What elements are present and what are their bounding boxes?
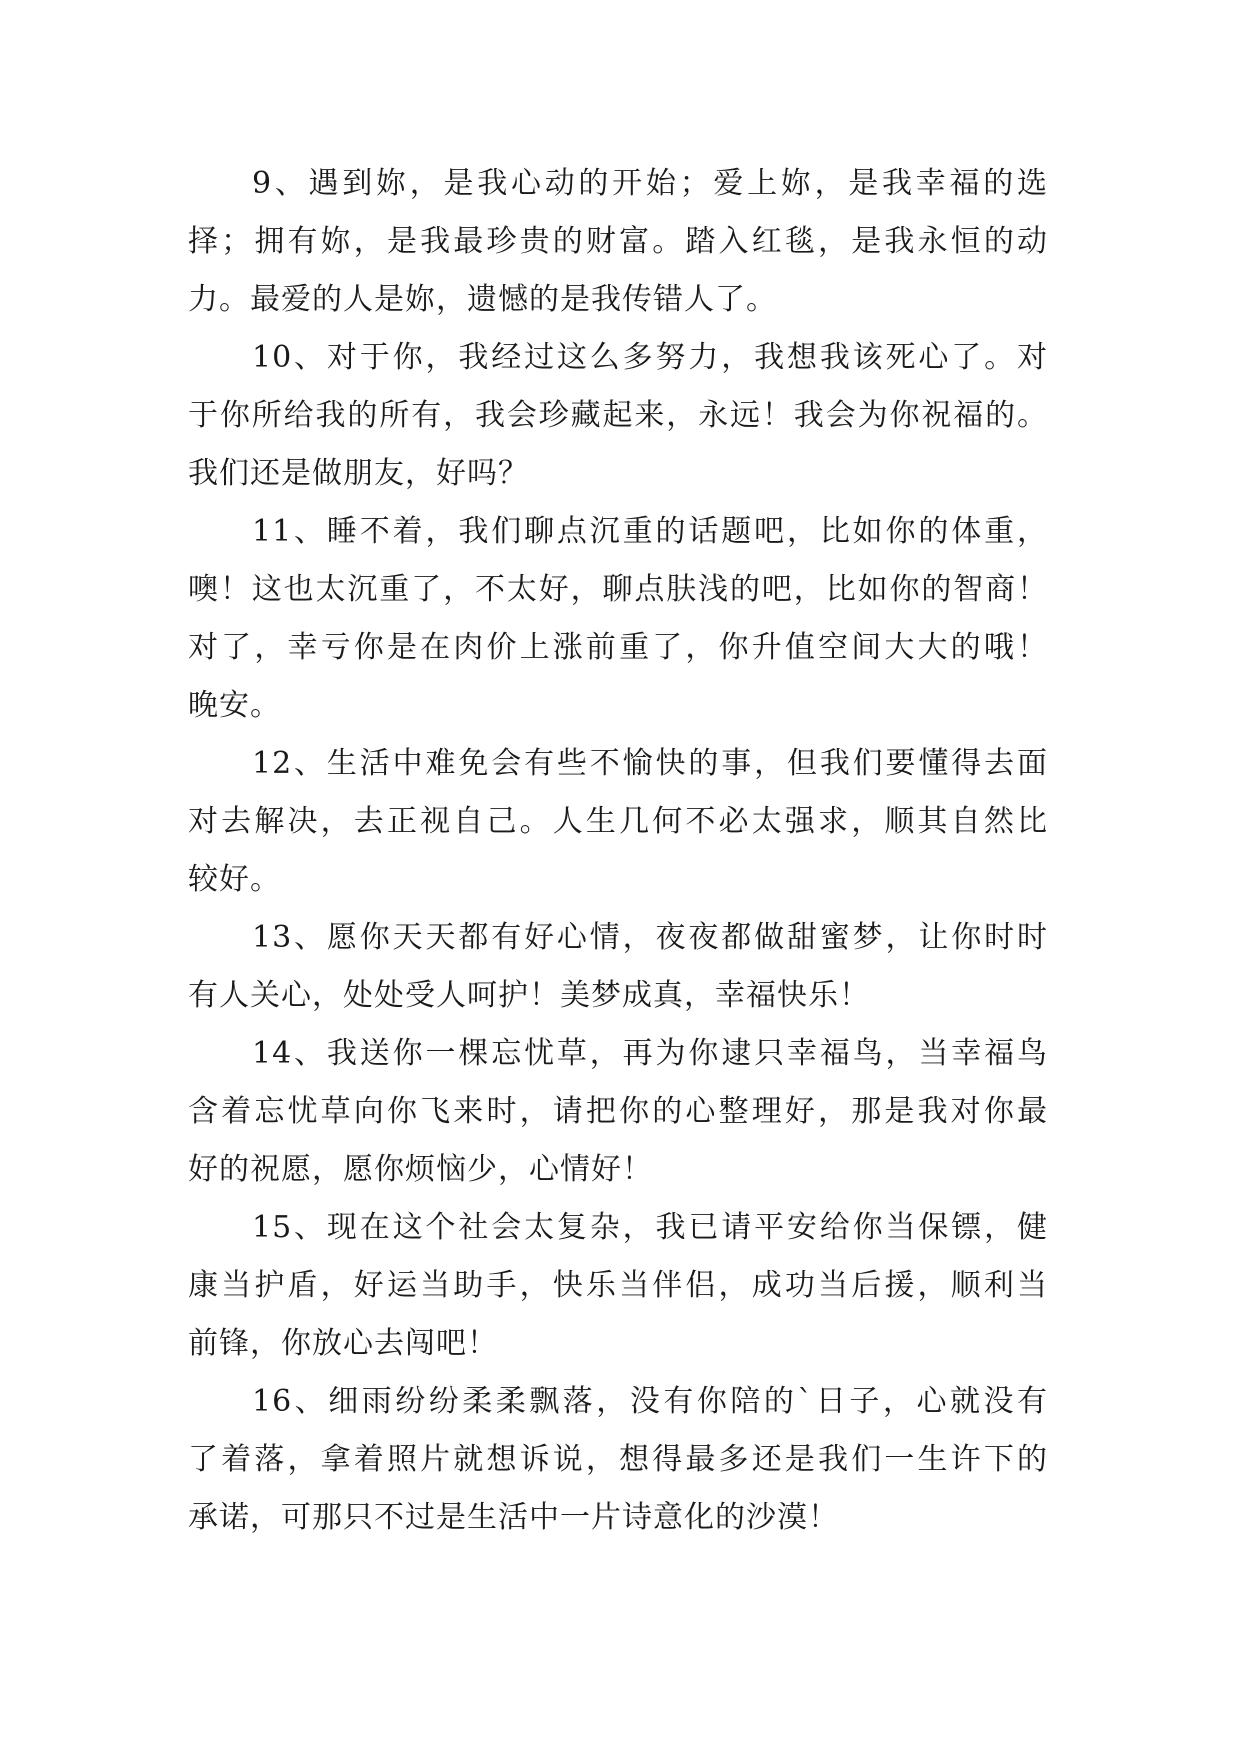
paragraph-14: [188, 1025, 1048, 1199]
paragraph-line: 了着落，拿着照片就想诉说，想得最多还是我们一生许下的: [188, 1442, 1048, 1477]
paragraph-10: [188, 329, 1048, 503]
paragraph-line: 14、我送你一棵忘忧草，再为你逮只幸福鸟，当幸福鸟: [252, 1036, 1048, 1071]
paragraph-line: 康当护盾，好运当助手，快乐当伴侣，成功当后援，顺利当: [188, 1268, 1048, 1303]
paragraph-16: [188, 1373, 1048, 1547]
paragraph-13: [188, 909, 1048, 1025]
paragraph-line: 12、生活中难免会有些不愉快的事，但我们要懂得去面: [252, 746, 1048, 781]
paragraph-15: [188, 1199, 1048, 1373]
document-body: [188, 155, 1048, 1547]
paragraph-line: 较好。: [188, 862, 281, 897]
paragraph-line: 于你所给我的所有，我会珍藏起来，永远！我会为你祝福的。: [188, 398, 1048, 433]
paragraph-line: 承诺，可那只不过是生活中一片诗意化的沙漠！: [188, 1500, 839, 1535]
paragraph-line: 噢！这也太沉重了，不太好，聊点肤浅的吧，比如你的智商！: [188, 572, 1048, 607]
paragraph-line: 16、细雨纷纷柔柔飘落，没有你陪的`日子，心就没有: [252, 1384, 1048, 1419]
paragraph-line: 9、遇到妳，是我心动的开始；爱上妳，是我幸福的选: [252, 166, 1048, 201]
paragraph-12: [188, 735, 1048, 909]
paragraph-line: 有人关心，处处受人呵护！美梦成真，幸福快乐！: [188, 978, 870, 1013]
paragraph-11: [188, 503, 1048, 735]
paragraph-line: 前锋，你放心去闯吧！: [188, 1326, 498, 1361]
paragraph-9: [188, 155, 1048, 329]
paragraph-line: 15、现在这个社会太复杂，我已请平安给你当保镖，健: [252, 1210, 1048, 1245]
paragraph-line: 择；拥有妳，是我最珍贵的财富。踏入红毯，是我永恒的动: [188, 224, 1048, 259]
paragraph-line: 13、愿你天天都有好心情，夜夜都做甜蜜梦，让你时时: [252, 920, 1048, 955]
paragraph-line: 对去解决，去正视自己。人生几何不必太强求，顺其自然比: [188, 804, 1048, 839]
paragraph-line: 10、对于你，我经过这么多努力，我想我该死心了。对: [252, 340, 1048, 375]
paragraph-line: 对了，幸亏你是在肉价上涨前重了，你升值空间大大的哦！: [188, 630, 1048, 665]
paragraph-line: 晚安。: [188, 688, 281, 723]
paragraph-line: 含着忘忧草向你飞来时，请把你的心整理好，那是我对你最: [188, 1094, 1048, 1129]
paragraph-line: 11、睡不着，我们聊点沉重的话题吧，比如你的体重，: [252, 514, 1048, 549]
paragraph-line: 力。最爱的人是妳，遗憾的是我传错人了。: [188, 282, 777, 317]
paragraph-line: 好的祝愿，愿你烦恼少，心情好！: [188, 1152, 653, 1187]
paragraph-line: 我们还是做朋友，好吗？: [188, 456, 529, 491]
